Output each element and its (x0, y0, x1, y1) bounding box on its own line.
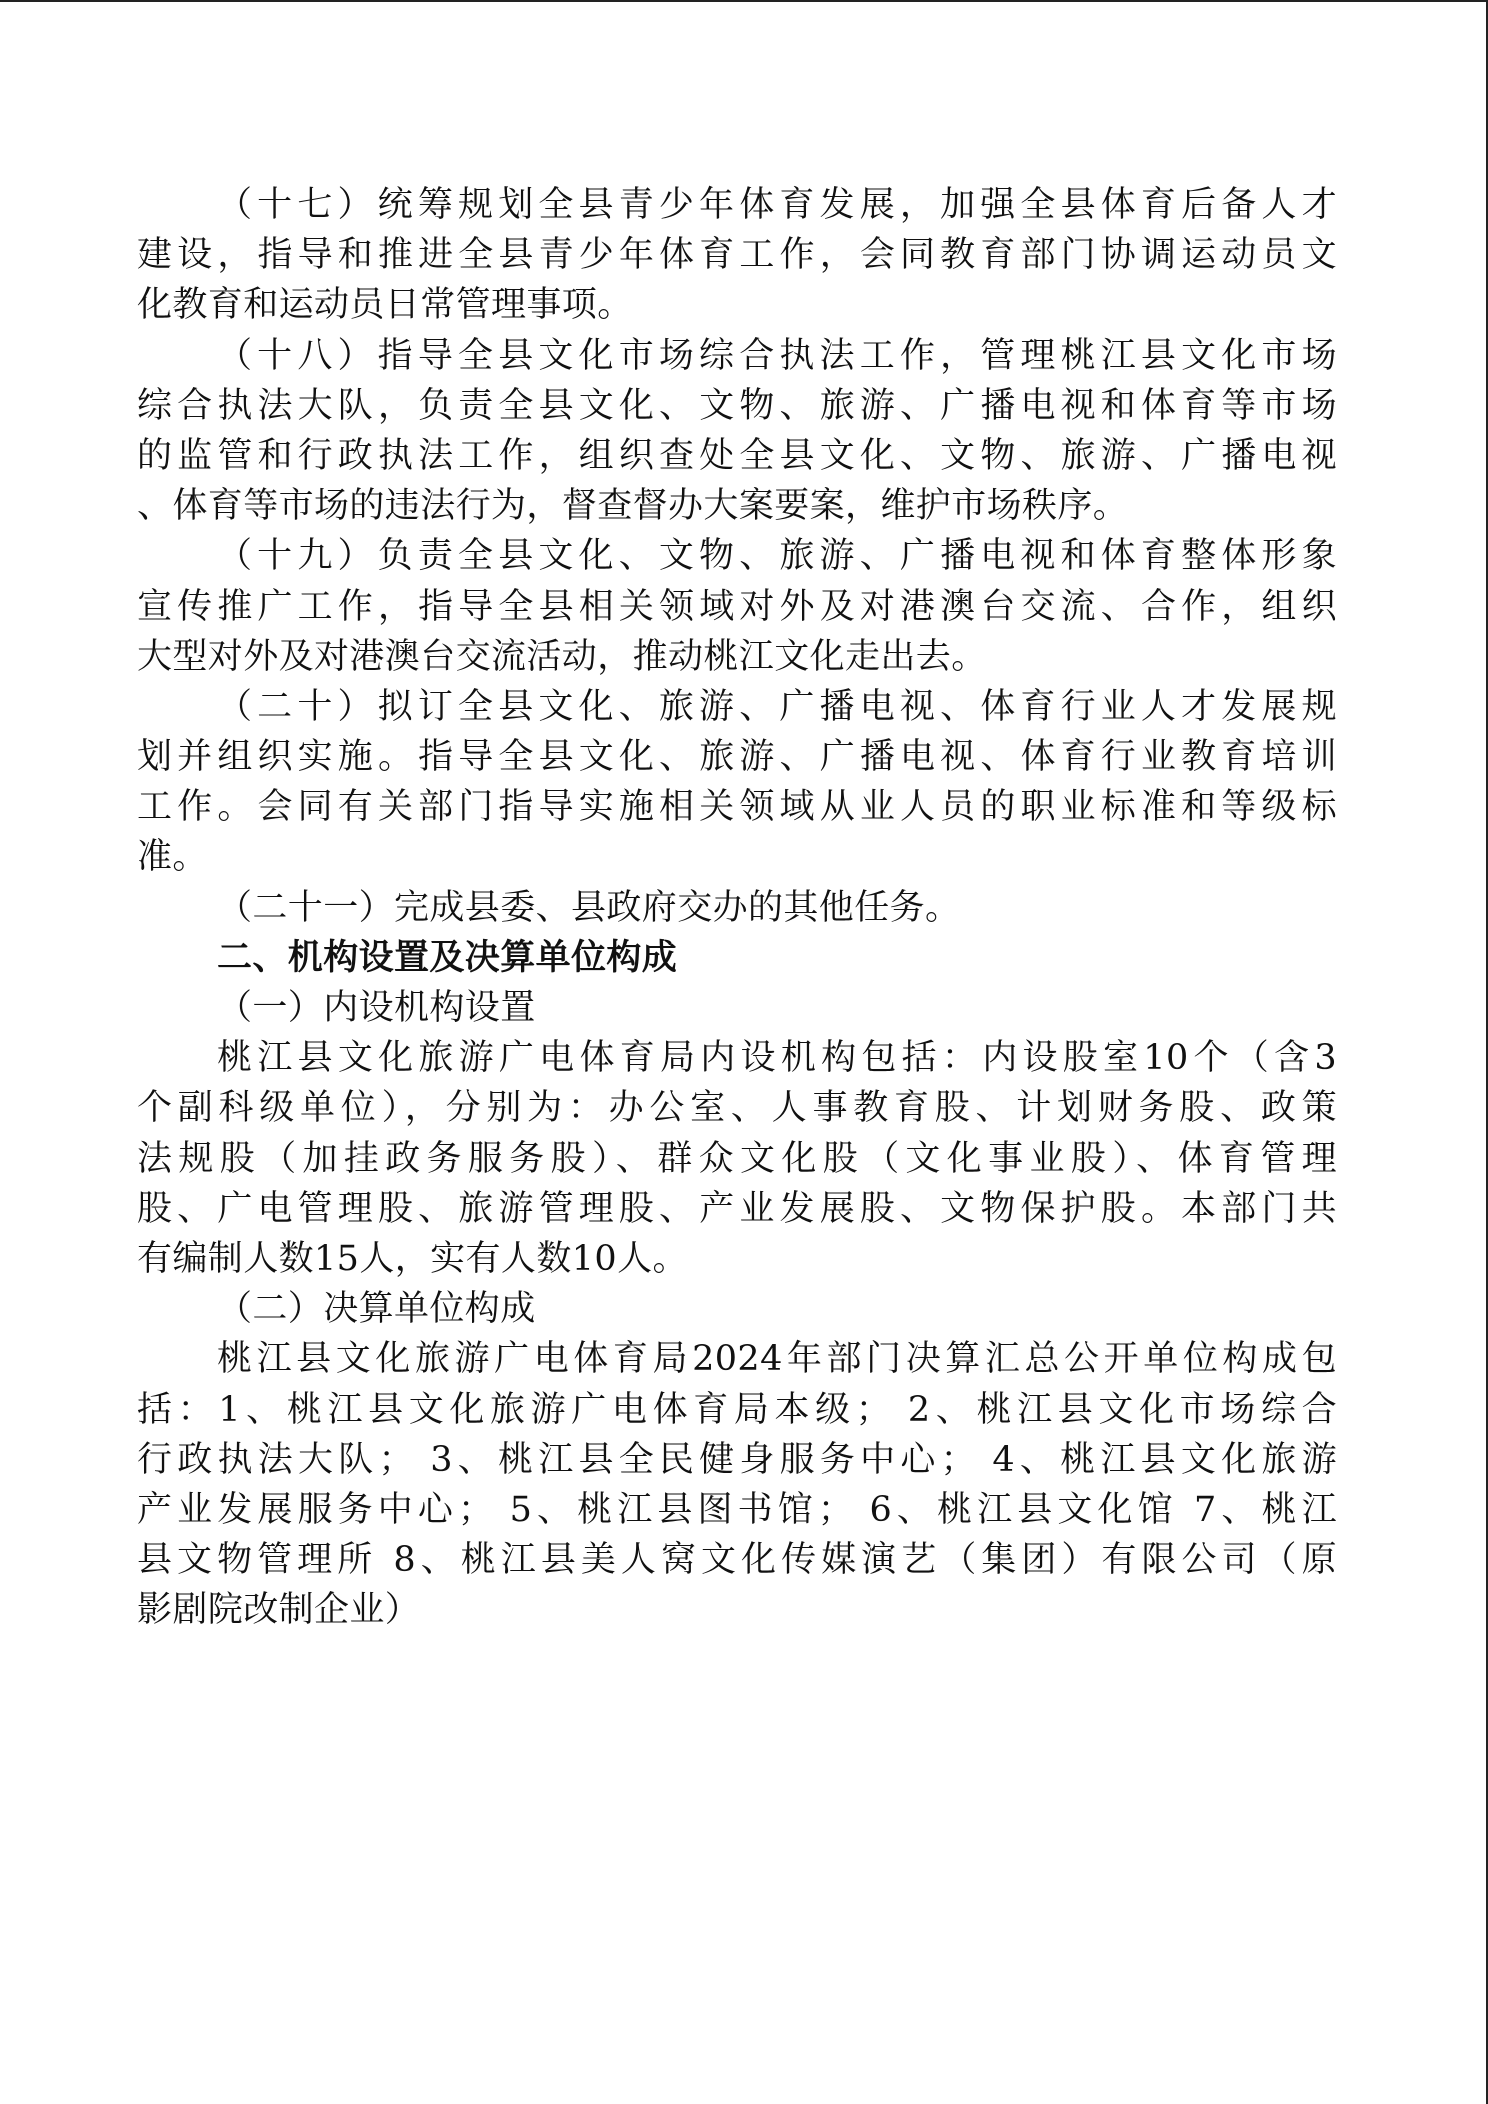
text-line: 桃江县文化旅游广电体育局2024年部门决算汇总公开单位构成包 (217, 1339, 1337, 1380)
text-line: 划并组织实施。指导全县文化、旅游、广播电视、体育行业教育培训 (137, 737, 1337, 778)
text-line: （十七）统筹规划全县青少年体育发展，加强全县体育后备人才 (217, 185, 1337, 225)
text-line: （十八）指导全县文化市场综合执法工作，管理桃江县文化市场 (217, 335, 1337, 376)
subsection-title: （二）决算单位构成 (217, 1289, 536, 1330)
subsection-heading (137, 1284, 1337, 1334)
text-line: （二十）拟订全县文化、旅游、广播电视、体育行业人才发展规 (217, 686, 1337, 727)
text-line: 桃江县文化旅游广电体育局内设机构包括：内设股室10个（含3 (217, 1038, 1337, 1079)
text-line: 建设，指导和推进全县青少年体育工作，会同教育部门协调运动员文 (137, 235, 1337, 276)
subsection-title: （一）内设机构设置 (217, 988, 536, 1028)
paragraph-item-19 (137, 531, 1337, 682)
text-line: 的监管和行政执法工作，组织查处全县文化、文物、旅游、广播电视 (137, 435, 1337, 476)
text-line: 大型对外及对港澳台交流活动，推动桃江文化走出去。 (137, 636, 987, 677)
text-line: 影剧院改制企业） (137, 1590, 421, 1631)
text-line: 产业发展服务中心； 5、桃江县图书馆； 6、桃江县文化馆 7、桃江 (137, 1489, 1337, 1530)
text-line: 个副科级单位），分别为：办公室、人事教育股、计划财务股、政策 (137, 1088, 1337, 1129)
subsection-heading (137, 983, 1337, 1033)
paragraph-item-20 (137, 682, 1337, 883)
text-line: 宣传推广工作，指导全县相关领域对外及对港澳台交流、合作，组织 (137, 586, 1337, 627)
text-line: 准。 (137, 837, 208, 878)
section-title: 二、机构设置及决算单位构成 (217, 937, 678, 978)
text-line: 括：1、桃江县文化旅游广电体育局本级； 2、桃江县文化市场综合 (137, 1389, 1337, 1430)
paragraph-item-21 (137, 883, 1337, 933)
text-line: （二十一）完成县委、县政府交办的其他任务。 (217, 887, 961, 928)
text-line: 有编制人数15人，实有人数10人。 (137, 1238, 688, 1279)
text-line: 化教育和运动员日常管理事项。 (137, 285, 633, 326)
text-line: 行政执法大队； 3、桃江县全民健身服务中心； 4、桃江县文化旅游 (137, 1439, 1337, 1480)
paragraph-item-18 (137, 331, 1337, 532)
text-line: 股、广电管理股、旅游管理股、产业发展股、文物保护股。本部门共 (137, 1188, 1337, 1229)
text-line: 综合执法大队，负责全县文化、文物、旅游、广播电视和体育等市场 (137, 385, 1337, 426)
paragraph-item-17 (137, 180, 1337, 331)
document-body (137, 180, 1337, 1635)
text-line: 县文物管理所 8、桃江县美人窝文化传媒演艺（集团）有限公司（原 (137, 1540, 1337, 1581)
paragraph-budget-units (137, 1334, 1337, 1635)
text-line: 工作。会同有关部门指导实施相关领域从业人员的职业标准和等级标 (137, 787, 1337, 828)
paragraph-internal-structure (137, 1033, 1337, 1284)
text-line: 法规股（加挂政务服务股）、群众文化股（文化事业股）、体育管理 (137, 1138, 1337, 1179)
section-heading (137, 933, 1337, 983)
text-line: （十九）负责全县文化、文物、旅游、广播电视和体育整体形象 (217, 536, 1337, 577)
text-line: 、体育等市场的违法行为，督查督办大案要案，维护市场秩序。 (137, 486, 1129, 527)
